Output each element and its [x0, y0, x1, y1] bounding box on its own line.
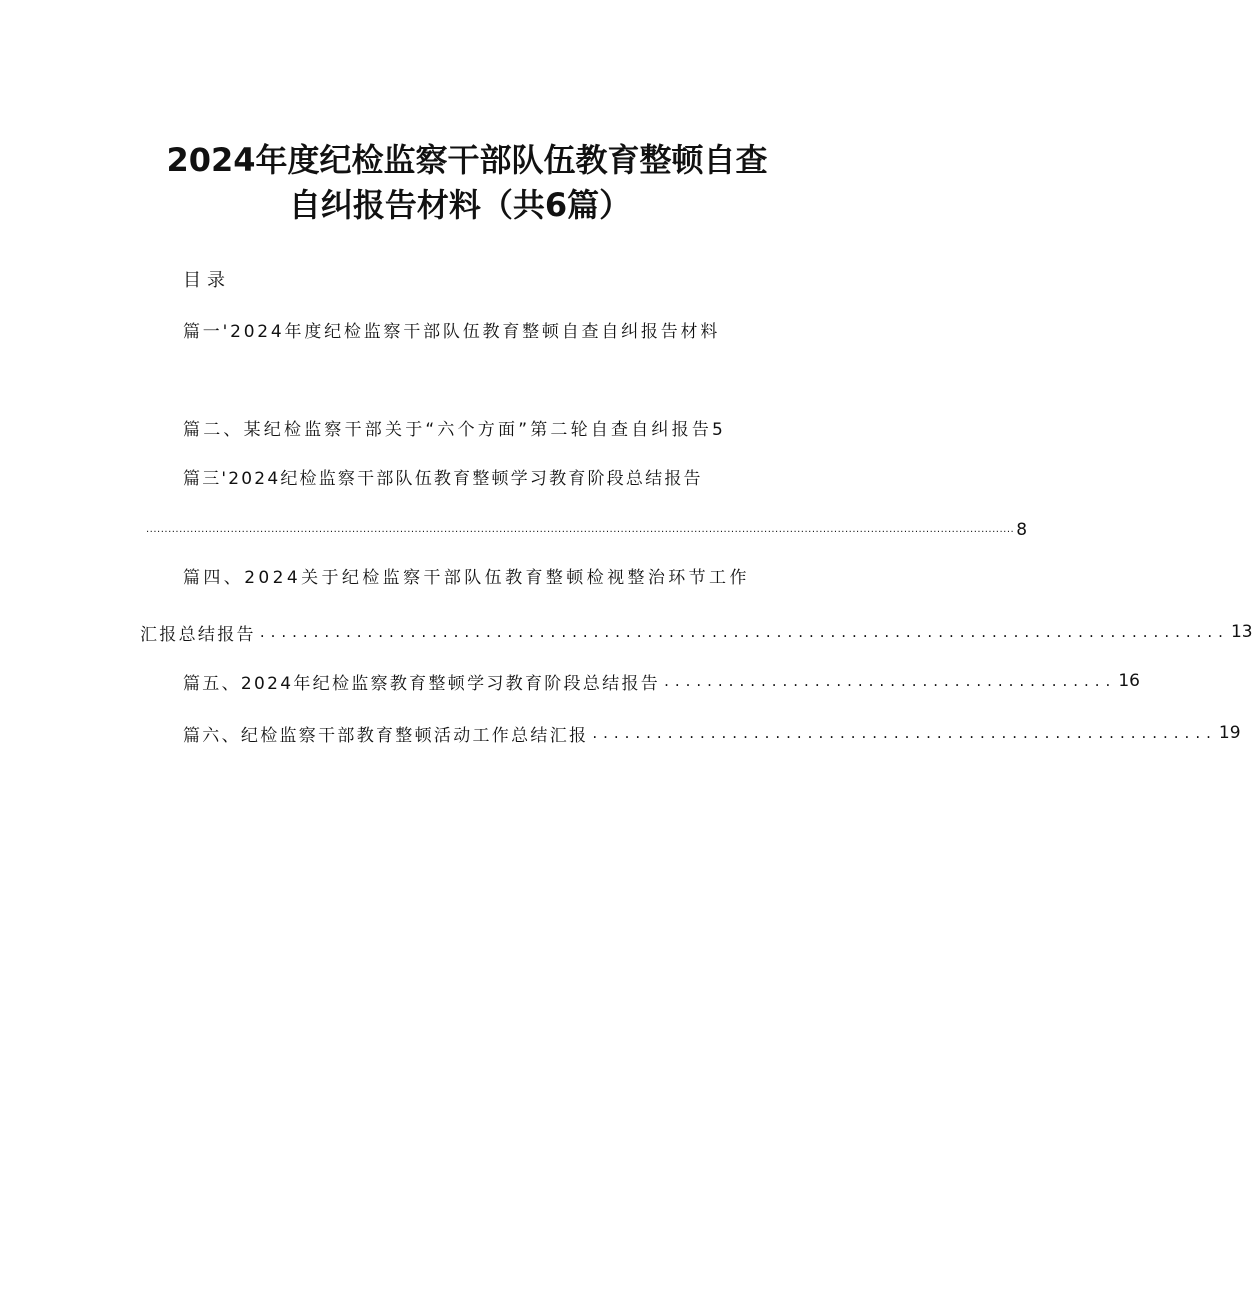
toc-item-2[interactable] — [183, 418, 723, 442]
toc-item-4-label: 篇四、2024关于纪检监察干部队伍教育整顿检视整治环节工作 — [183, 568, 750, 588]
toc-item-3-page: 8 — [1016, 520, 1028, 540]
toc-item-3-label: 篇三'2024纪检监察干部队伍教育整顿学习教育阶段总结报告 — [183, 469, 703, 489]
toc-item-5[interactable] — [183, 669, 1140, 694]
toc-item-2-label: 篇二、某纪检监察干部关于“六个方面”第二轮自查自纠报告 — [183, 420, 713, 440]
toc-item-2-page: 5 — [712, 420, 723, 440]
toc-item-6-label: 篇六、纪检监察干部教育整顿活动工作总结汇报 — [183, 725, 589, 746]
toc-heading: 目录 — [183, 270, 231, 291]
toc-item-1[interactable] — [183, 320, 720, 344]
toc-item-6[interactable] — [183, 721, 1241, 746]
document-title-line-1: 2024年度纪检监察干部队伍教育整顿自查 — [166, 141, 768, 179]
toc-item-5-page: 16 — [1118, 671, 1140, 691]
toc-item-4-label-cont: 汇报总结报告 — [140, 624, 256, 645]
dot-leader: .......................................................................................... — [259, 623, 1229, 641]
dot-leader: ............................................................................................................................................................................................................................................ — [146, 524, 1015, 535]
toc-item-5-label: 篇五、2024年纪检监察教育整顿学习教育阶段总结报告 — [183, 673, 661, 694]
toc-item-4[interactable] — [183, 566, 750, 590]
document-title-line-2: 自纠报告材料（共6篇） — [288, 186, 632, 224]
toc-item-6-page: 19 — [1218, 723, 1241, 743]
toc-item-4-page: 13 — [1230, 622, 1253, 642]
dot-leader: .......................................... — [664, 672, 1117, 690]
toc-item-3-leader — [146, 518, 1028, 542]
toc-item-3[interactable] — [183, 467, 703, 491]
dot-leader: .......................................................... — [592, 724, 1217, 742]
toc-item-4-continuation[interactable] — [140, 620, 1253, 645]
toc-item-1-label: 篇一'2024年度纪检监察干部队伍教育整顿自查自纠报告材料 — [183, 322, 721, 342]
